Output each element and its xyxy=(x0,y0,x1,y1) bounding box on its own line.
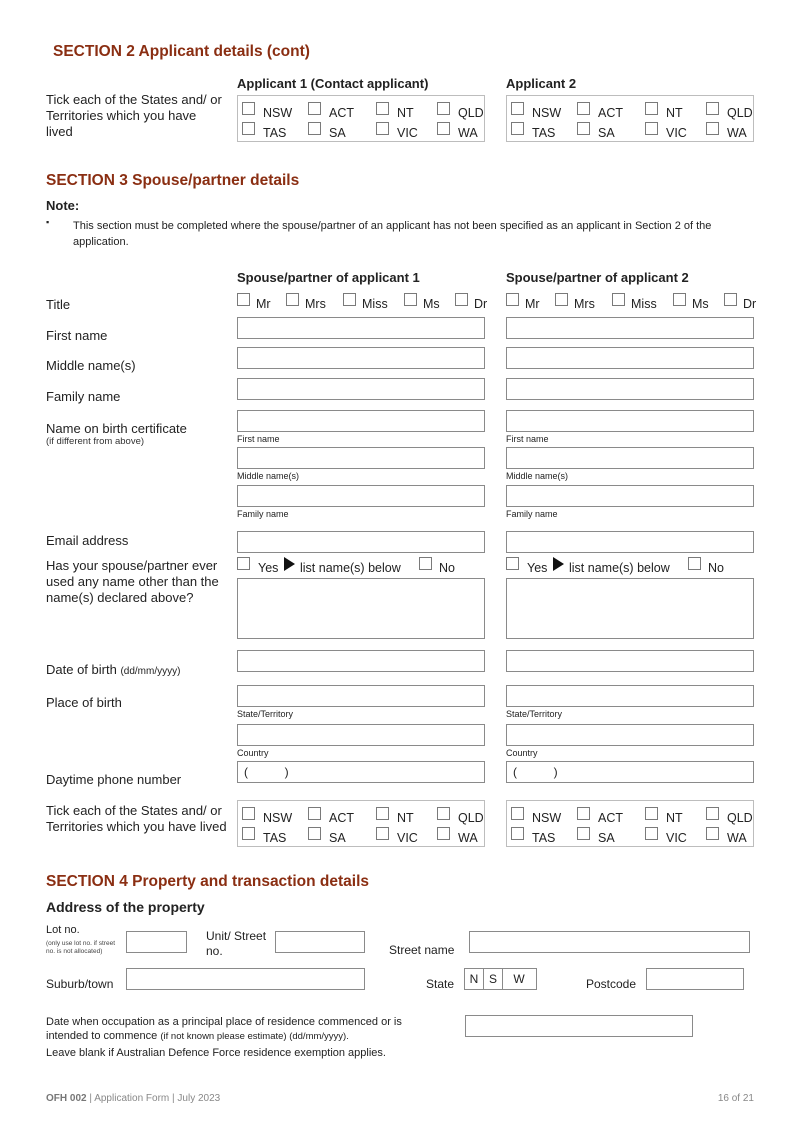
spouse-1-pob-state-caption: State/Territory xyxy=(237,709,294,719)
applicant-1-state-label: NT xyxy=(397,106,414,120)
dob-label xyxy=(46,662,180,680)
spouse-2-title-options xyxy=(506,293,756,313)
applicant-1-state-label: ACT xyxy=(329,106,354,120)
spouse-2-title-label: Ms xyxy=(692,297,709,311)
applicant-2-state-checkbox[interactable] xyxy=(645,102,658,115)
spouse-1-bc-middle-name-caption: Middle name(s) xyxy=(237,471,300,481)
unit-street-input[interactable] xyxy=(275,931,365,953)
applicant-2-state-checkbox[interactable] xyxy=(706,122,719,135)
spouse-1-bc-first-name-input[interactable] xyxy=(237,410,485,432)
spouse-1-title-label: Dr xyxy=(474,297,488,311)
spouse-2-title-label: Mr xyxy=(525,297,540,311)
applicant-2-state-label: NT xyxy=(666,106,683,120)
spouse-2-middle-name-input[interactable] xyxy=(506,347,754,369)
spouse-2-pob-country-caption: Country xyxy=(506,748,538,758)
spouse-2-first-name-input[interactable] xyxy=(506,317,754,339)
spouse-1-family-name-input[interactable] xyxy=(237,378,485,400)
spouse-2-bc-first-name-caption: First name xyxy=(506,434,549,444)
birth-cert-label: Name on birth certificate xyxy=(46,421,187,436)
section-2-title: SECTION 2 Applicant details (cont) xyxy=(53,43,310,60)
applicant-2-state-label: ACT xyxy=(598,106,623,120)
spouse-2-email-input[interactable] xyxy=(506,531,754,553)
spouse-2-state-label: ACT xyxy=(598,811,623,825)
spouse-2-bc-middle-name-caption: Middle name(s) xyxy=(506,471,569,481)
spouse-1-bc-family-name-caption: Family name xyxy=(237,509,289,519)
first-name-label: First name xyxy=(46,328,108,343)
spouse-1-no-checkbox[interactable] xyxy=(419,557,432,570)
lot-label: Lot no. xyxy=(46,924,80,936)
applicant-2-state-checkbox[interactable] xyxy=(645,122,658,135)
applicant-2-state-label: TAS xyxy=(532,126,556,140)
spouse-2-state-label: QLD xyxy=(727,811,753,825)
applicant-2-state-label: WA xyxy=(727,126,747,140)
spouse-2-state-checkbox[interactable] xyxy=(511,807,524,820)
arrow-right-icon xyxy=(553,557,564,571)
spouse-2-state-checkbox[interactable] xyxy=(645,807,658,820)
spouse-1-state-checkbox[interactable] xyxy=(376,827,389,840)
spouse-2-yes-label: Yes xyxy=(527,561,548,575)
spouse-1-state-label: ACT xyxy=(329,811,354,825)
spouse-2-heading: Spouse/partner of applicant 2 xyxy=(506,270,689,285)
spouse-2-state-checkbox[interactable] xyxy=(577,827,590,840)
spouse-2-state-label: VIC xyxy=(666,831,687,845)
lot-note: (only use lot no. if street no. is not allocated) xyxy=(46,940,116,955)
spouse-1-state-checkbox[interactable] xyxy=(308,827,321,840)
spouse-1-yes-checkbox[interactable] xyxy=(237,557,250,570)
spouse-2-list-names-label: list name(s) below xyxy=(569,561,670,575)
spouse-1-bc-first-name-caption: First name xyxy=(237,434,280,444)
spouse-1-state-checkbox[interactable] xyxy=(308,807,321,820)
spouse-2-state-checkbox[interactable] xyxy=(706,827,719,840)
spouse-1-heading: Spouse/partner of applicant 1 xyxy=(237,270,420,285)
states-lived-label: Tick each of the States and/ or Territories which you have lived xyxy=(46,92,222,139)
spouse-1-bc-family-name-input[interactable] xyxy=(237,485,485,507)
occupation-label xyxy=(46,1015,446,1044)
arrow-right-icon xyxy=(284,557,295,571)
spouse-1-state-checkbox[interactable] xyxy=(242,827,255,840)
applicant-1-state-label: NSW xyxy=(263,106,293,120)
spouse-1-state-label: WA xyxy=(458,831,478,845)
spouse-1-first-name-input[interactable] xyxy=(237,317,485,339)
form-name: Application Form xyxy=(94,1093,170,1104)
state-char-3: W xyxy=(513,972,525,986)
spouse-2-state-label: NT xyxy=(666,811,683,825)
applicant-1-state-checkbox[interactable] xyxy=(308,122,321,135)
lot-no-input[interactable] xyxy=(126,931,187,953)
spouse-1-state-label: NSW xyxy=(263,811,293,825)
birth-cert-note: (if different from above) xyxy=(46,436,145,447)
applicant-1-states-group xyxy=(237,95,485,142)
spouse-2-pob-country-input[interactable] xyxy=(506,724,754,746)
spouse-2-state-label: SA xyxy=(598,831,615,845)
street-name-label: Street name xyxy=(389,943,455,957)
footer-separator: | xyxy=(172,1093,175,1104)
applicant-2-state-checkbox[interactable] xyxy=(706,102,719,115)
spouse-1-state-checkbox[interactable] xyxy=(242,807,255,820)
spouse-2-state-checkbox[interactable] xyxy=(645,827,658,840)
spouse-2-pob-state-caption: State/Territory xyxy=(506,709,563,719)
form-date: July 2023 xyxy=(177,1093,221,1104)
spouse-1-yes-label: Yes xyxy=(258,561,279,575)
state-input[interactable] xyxy=(464,968,537,990)
applicant-2-state-label: QLD xyxy=(727,106,753,120)
applicant-2-state-label: NSW xyxy=(532,106,562,120)
spouse-1-title-label: Mrs xyxy=(305,297,326,311)
spouse-2-title-checkbox[interactable] xyxy=(724,293,737,306)
spouse-1-states-group xyxy=(237,800,485,847)
spouse-1-state-label: VIC xyxy=(397,831,418,845)
spouse-2-title-label: Mrs xyxy=(574,297,595,311)
spouse-2-bc-middle-name-input[interactable] xyxy=(506,447,754,469)
pob-label: Place of birth xyxy=(46,695,122,710)
spouse-1-pob-country-input[interactable] xyxy=(237,724,485,746)
spouse-1-bc-middle-name-input[interactable] xyxy=(237,447,485,469)
adf-note: Leave blank if Australian Defence Force residence exemption applies. xyxy=(46,1047,386,1059)
applicant-1-state-checkbox[interactable] xyxy=(242,122,255,135)
title-label: Title xyxy=(46,297,71,312)
applicant-1-state-label: VIC xyxy=(397,126,418,140)
spouse-2-no-checkbox[interactable] xyxy=(688,557,701,570)
spouse-2-state-checkbox[interactable] xyxy=(706,807,719,820)
dob-format: (dd/mm/yyyy) xyxy=(120,666,181,677)
spouse-1-state-checkbox[interactable] xyxy=(376,807,389,820)
applicant-1-heading: Applicant 1 (Contact applicant) xyxy=(237,76,429,91)
spouse-2-bc-family-name-input[interactable] xyxy=(506,485,754,507)
unit-street-label: Unit/ Street no. xyxy=(206,929,267,958)
spouse-1-title-label: Ms xyxy=(423,297,440,311)
note-bullet: ▪ xyxy=(46,217,50,227)
spouse-1-title-checkbox[interactable] xyxy=(343,293,356,306)
spouse-1-state-checkbox[interactable] xyxy=(437,827,450,840)
family-name-label: Family name xyxy=(46,389,121,404)
spouse-2-title-checkbox[interactable] xyxy=(506,293,519,306)
spouse-2-title-label: Dr xyxy=(743,297,757,311)
applicant-2-heading: Applicant 2 xyxy=(506,76,577,91)
spouse-1-email-input[interactable] xyxy=(237,531,485,553)
applicant-2-state-checkbox[interactable] xyxy=(577,102,590,115)
phone-area-parens: ( ) xyxy=(513,765,558,779)
spouse-2-state-label: TAS xyxy=(532,831,556,845)
spouse-states-lived-label: Tick each of the States and/ or Territories which you have lived xyxy=(46,803,227,834)
occupation-note: (if not known please estimate) (dd/mm/yyyy). xyxy=(160,1031,349,1042)
spouse-1-state-label: TAS xyxy=(263,831,287,845)
applicant-1-state-checkbox[interactable] xyxy=(437,122,450,135)
spouse-1-title-checkbox[interactable] xyxy=(286,293,299,306)
form-code: OFH 002 xyxy=(46,1093,87,1104)
occupation-text: Date when occupation as a principal place of residence commenced or is intended to commence xyxy=(46,1016,402,1042)
email-label: Email address xyxy=(46,533,129,548)
footer-left xyxy=(46,1093,220,1104)
footer-separator: | xyxy=(89,1093,92,1104)
page-number: 16 of 21 xyxy=(717,1093,754,1104)
section-3-title: SECTION 3 Spouse/partner details xyxy=(46,172,300,189)
address-heading: Address of the property xyxy=(46,899,205,915)
spouse-2-no-label: No xyxy=(708,561,724,575)
spouse-1-state-label: QLD xyxy=(458,811,484,825)
spouse-1-list-names-label: list name(s) below xyxy=(300,561,401,575)
spouse-1-state-label: NT xyxy=(397,811,414,825)
spouse-1-title-checkbox[interactable] xyxy=(237,293,250,306)
applicant-1-state-label: SA xyxy=(329,126,346,140)
applicant-2-state-label: VIC xyxy=(666,126,687,140)
applicant-2-state-checkbox[interactable] xyxy=(577,122,590,135)
suburb-input[interactable] xyxy=(126,968,365,990)
spouse-1-middle-name-input[interactable] xyxy=(237,347,485,369)
spouse-2-title-label: Miss xyxy=(631,297,657,311)
spouse-1-state-label: SA xyxy=(329,831,346,845)
street-name-input[interactable] xyxy=(469,931,750,953)
applicant-2-state-label: SA xyxy=(598,126,615,140)
postcode-label: Postcode xyxy=(586,977,637,991)
spouse-2-bc-family-name-caption: Family name xyxy=(506,509,558,519)
spouse-1-other-names-options xyxy=(237,556,487,576)
spouse-1-pob-country-caption: Country xyxy=(237,748,269,758)
spouse-1-phone-input[interactable] xyxy=(237,761,485,783)
spouse-1-title-label: Miss xyxy=(362,297,388,311)
note-heading: Note: xyxy=(46,198,80,213)
spouse-2-bc-first-name-input[interactable] xyxy=(506,410,754,432)
spouse-1-title-checkbox[interactable] xyxy=(455,293,468,306)
note-text: This section must be completed where the spouse/partner of an applicant has not been specified as an applicant in Section 2 of the application. xyxy=(73,220,712,248)
spouse-2-pob-state-input[interactable] xyxy=(506,685,754,707)
spouse-1-title-options xyxy=(237,293,487,313)
applicant-2-state-checkbox[interactable] xyxy=(511,122,524,135)
spouse-2-phone-input[interactable] xyxy=(506,761,754,783)
spouse-2-other-names-options xyxy=(506,556,756,576)
applicant-1-state-checkbox[interactable] xyxy=(308,102,321,115)
applicant-2-states-group xyxy=(506,95,754,142)
section-4-title: SECTION 4 Property and transaction details xyxy=(46,873,369,890)
applicant-1-state-checkbox[interactable] xyxy=(376,102,389,115)
postcode-input[interactable] xyxy=(646,968,744,990)
middle-name-label: Middle name(s) xyxy=(46,358,136,373)
spouse-2-dob-input[interactable] xyxy=(506,650,754,672)
other-names-label: Has your spouse/partner ever used any name other than the name(s) declared above? xyxy=(46,558,219,605)
spouse-1-other-names-textarea[interactable] xyxy=(237,578,485,639)
spouse-2-state-checkbox[interactable] xyxy=(511,827,524,840)
applicant-1-state-label: TAS xyxy=(263,126,287,140)
suburb-label: Suburb/town xyxy=(46,977,114,991)
spouse-2-title-checkbox[interactable] xyxy=(673,293,686,306)
state-char-2: S xyxy=(484,969,503,989)
spouse-1-state-checkbox[interactable] xyxy=(437,807,450,820)
dob-label-text: Date of birth xyxy=(46,662,117,677)
phone-area-parens: ( ) xyxy=(244,765,289,779)
spouse-1-title-checkbox[interactable] xyxy=(404,293,417,306)
spouse-2-state-label: NSW xyxy=(532,811,562,825)
spouse-2-title-checkbox[interactable] xyxy=(612,293,625,306)
spouse-2-state-checkbox[interactable] xyxy=(577,807,590,820)
applicant-1-state-checkbox[interactable] xyxy=(242,102,255,115)
spouse-1-no-label: No xyxy=(439,561,455,575)
spouse-2-yes-checkbox[interactable] xyxy=(506,557,519,570)
state-char-1: N xyxy=(465,969,484,989)
state-label: State xyxy=(426,977,455,991)
spouse-2-family-name-input[interactable] xyxy=(506,378,754,400)
applicant-1-state-label: WA xyxy=(458,126,478,140)
applicant-1-state-checkbox[interactable] xyxy=(437,102,450,115)
spouse-2-title-checkbox[interactable] xyxy=(555,293,568,306)
spouse-1-title-label: Mr xyxy=(256,297,271,311)
spouse-2-states-group xyxy=(506,800,754,847)
spouse-2-state-label: WA xyxy=(727,831,747,845)
spouse-1-pob-state-input[interactable] xyxy=(237,685,485,707)
spouse-2-other-names-textarea[interactable] xyxy=(506,578,754,639)
phone-label: Daytime phone number xyxy=(46,772,182,787)
applicant-2-state-checkbox[interactable] xyxy=(511,102,524,115)
applicant-1-state-label: QLD xyxy=(458,106,484,120)
applicant-1-state-checkbox[interactable] xyxy=(376,122,389,135)
occupation-date-input[interactable] xyxy=(465,1015,693,1037)
spouse-1-dob-input[interactable] xyxy=(237,650,485,672)
